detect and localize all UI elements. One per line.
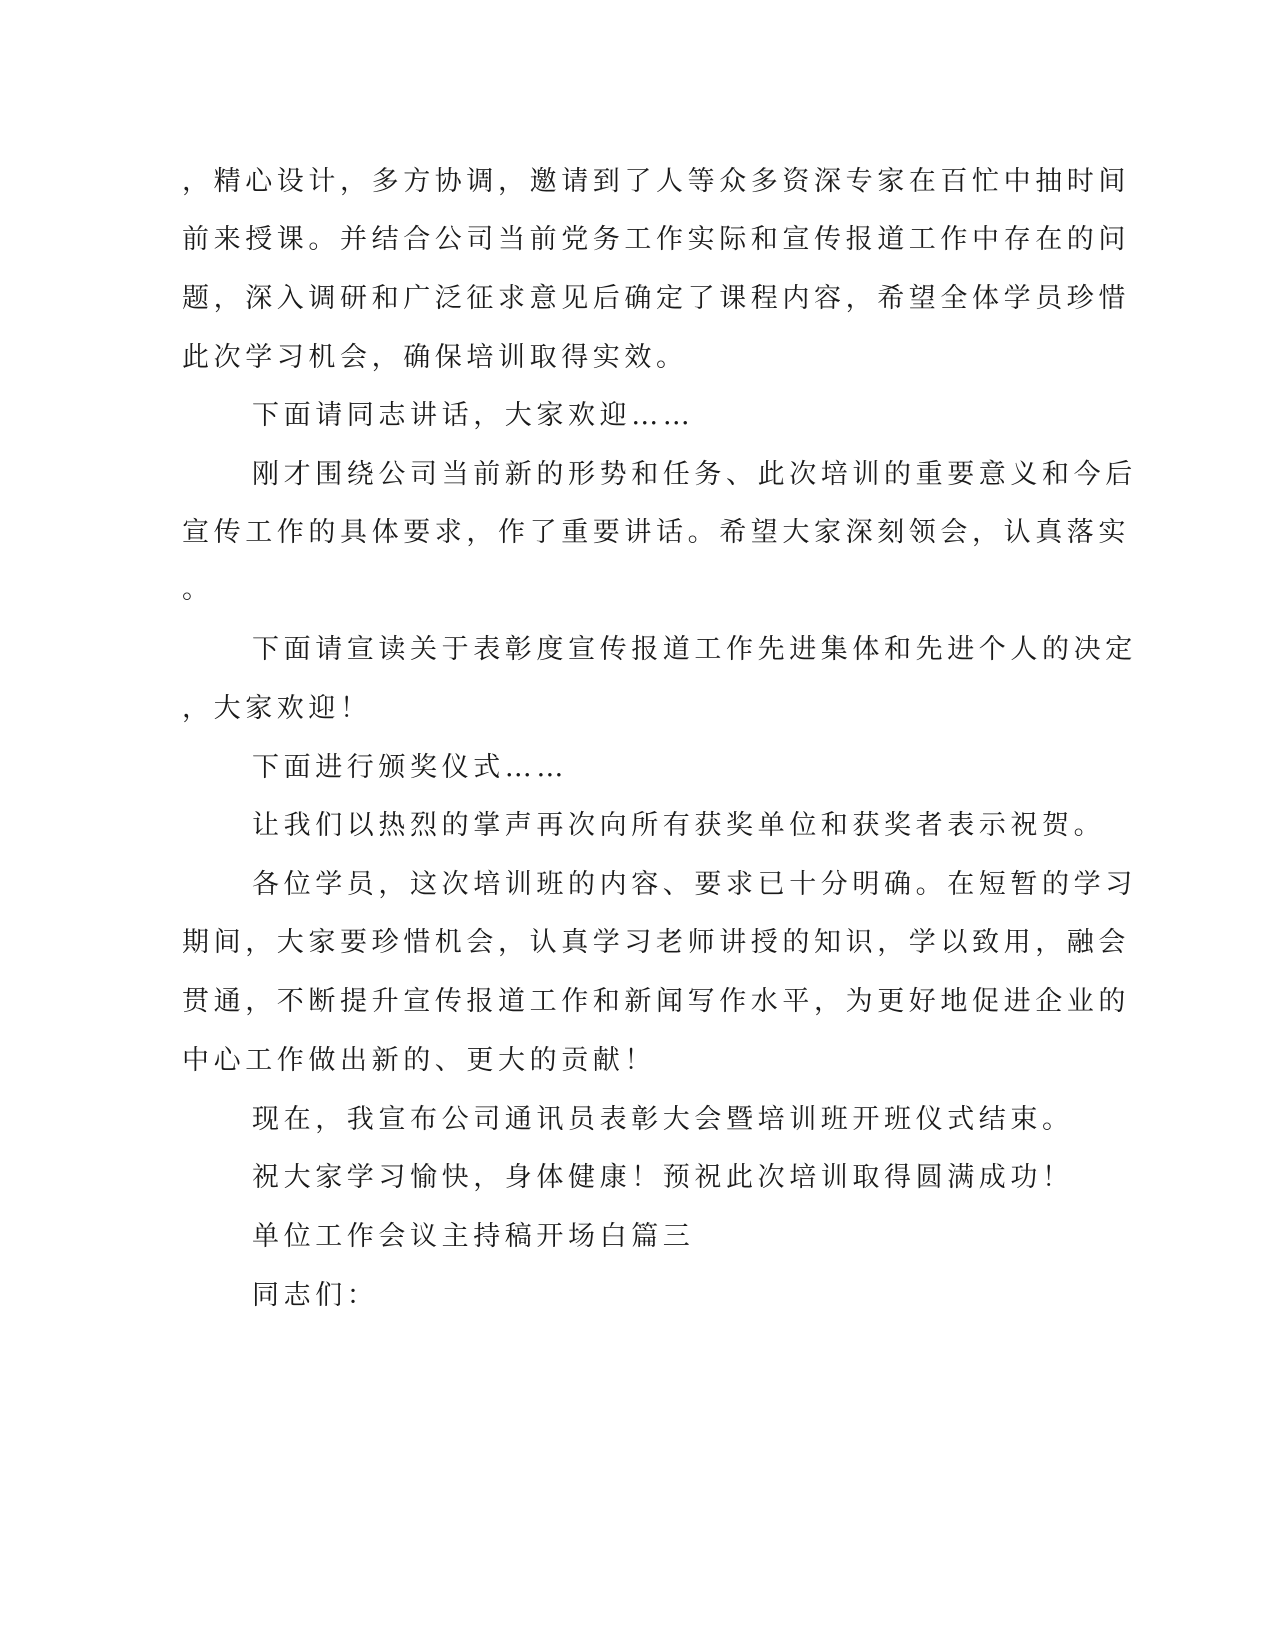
text-line: 刚才围绕公司当前新的形势和任务、此次培训的重要意义和今后	[252, 459, 1137, 490]
text-line: 中心工作做出新的、更大的贡献！	[182, 1045, 656, 1076]
text-line: 前来授课。并结合公司当前党务工作实际和宣传报道工作中存在的问	[182, 224, 1130, 255]
text-line: 此次学习机会，确保培训取得实效。	[182, 342, 688, 373]
text-line: ，大家欢迎！	[182, 693, 372, 724]
text-line: 现在，我宣布公司通讯员表彰大会暨培训班开班仪式结束。	[252, 1104, 1074, 1135]
text-line: 贯通，不断提升宣传报道工作和新闻写作水平，为更好地促进企业的	[182, 986, 1130, 1017]
section-heading: 单位工作会议主持稿开场白篇三	[252, 1221, 695, 1252]
text-line: 各位学员，这次培训班的内容、要求已十分明确。在短暂的学习	[252, 869, 1137, 900]
text-line: ，精心设计，多方协调，邀请到了人等众多资深专家在百忙中抽时间	[182, 166, 1130, 197]
text-line: 下面请同志讲话，大家欢迎……	[252, 400, 695, 431]
salutation: 同志们：	[252, 1280, 379, 1311]
text-line: 宣传工作的具体要求，作了重要讲话。希望大家深刻领会，认真落实	[182, 517, 1130, 548]
text-line: 下面请宣读关于表彰度宣传报道工作先进集体和先进个人的决定	[252, 634, 1137, 665]
text-line: 祝大家学习愉快，身体健康！预祝此次培训取得圆满成功！	[252, 1162, 1074, 1193]
text-line: 下面进行颁奖仪式……	[252, 752, 568, 783]
text-line: 期间，大家要珍惜机会，认真学习老师讲授的知识，学以致用，融会	[182, 927, 1130, 958]
text-line: 让我们以热烈的掌声再次向所有获奖单位和获奖者表示祝贺。	[252, 810, 1106, 841]
text-line: 题，深入调研和广泛征求意见后确定了课程内容，希望全体学员珍惜	[182, 283, 1130, 314]
text-line: 。	[182, 574, 214, 605]
